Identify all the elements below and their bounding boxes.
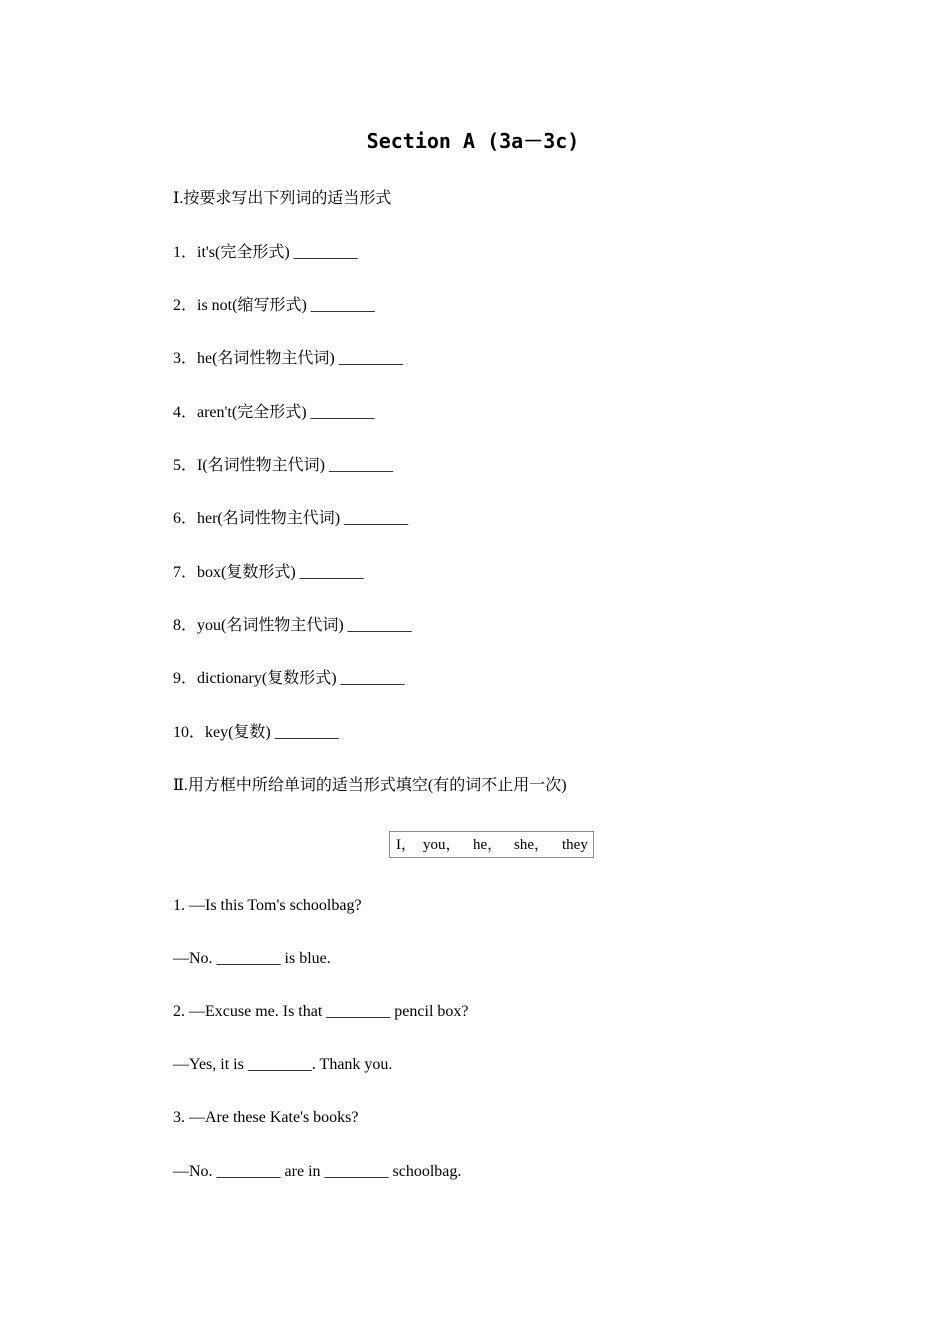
exercise-item: 3．he(名词性物主代词) ________	[173, 350, 403, 367]
exercise-item: 4．aren't(完全形式) ________	[173, 404, 375, 421]
exercise-item: 10．key(复数) ________	[173, 724, 339, 741]
dialogue-line: 2. —Excuse me. Is that ________ pencil box?	[173, 1003, 469, 1020]
word-box-word: I，	[396, 837, 416, 853]
part1-heading: Ⅰ.按要求写出下列词的适当形式	[173, 190, 392, 207]
exercise-item: 1．it's(完全形式) ________	[173, 244, 358, 261]
exercise-item: 2．is not(缩写形式) ________	[173, 297, 375, 314]
exercise-item: 5．I(名词性物主代词) ________	[173, 457, 393, 474]
dialogue-line: —Yes, it is ________. Thank you.	[173, 1056, 393, 1073]
page-title: Section A (3a－3c)	[366, 129, 580, 153]
part2-heading: Ⅱ.用方框中所给单词的适当形式填空(有的词不止用一次)	[173, 777, 567, 794]
word-box-word: they	[562, 837, 588, 853]
word-box-word: she，	[514, 837, 549, 853]
exercise-item: 6．her(名词性物主代词) ________	[173, 510, 409, 527]
dialogue-line: 1. —Is this Tom's schoolbag?	[173, 897, 362, 914]
exercise-item: 9．dictionary(复数形式) ________	[173, 670, 405, 687]
dialogue-line: —No. ________ is blue.	[173, 950, 331, 967]
exercise-item: 8．you(名词性物主代词) ________	[173, 617, 412, 634]
word-box-word: he，	[473, 837, 503, 853]
exercise-item: 7．box(复数形式) ________	[173, 564, 364, 581]
dialogue-line: 3. —Are these Kate's books?	[173, 1109, 359, 1126]
dialogue-line: —No. ________ are in ________ schoolbag.	[173, 1163, 462, 1180]
word-box-word: you，	[423, 837, 461, 853]
word-box	[389, 831, 594, 858]
